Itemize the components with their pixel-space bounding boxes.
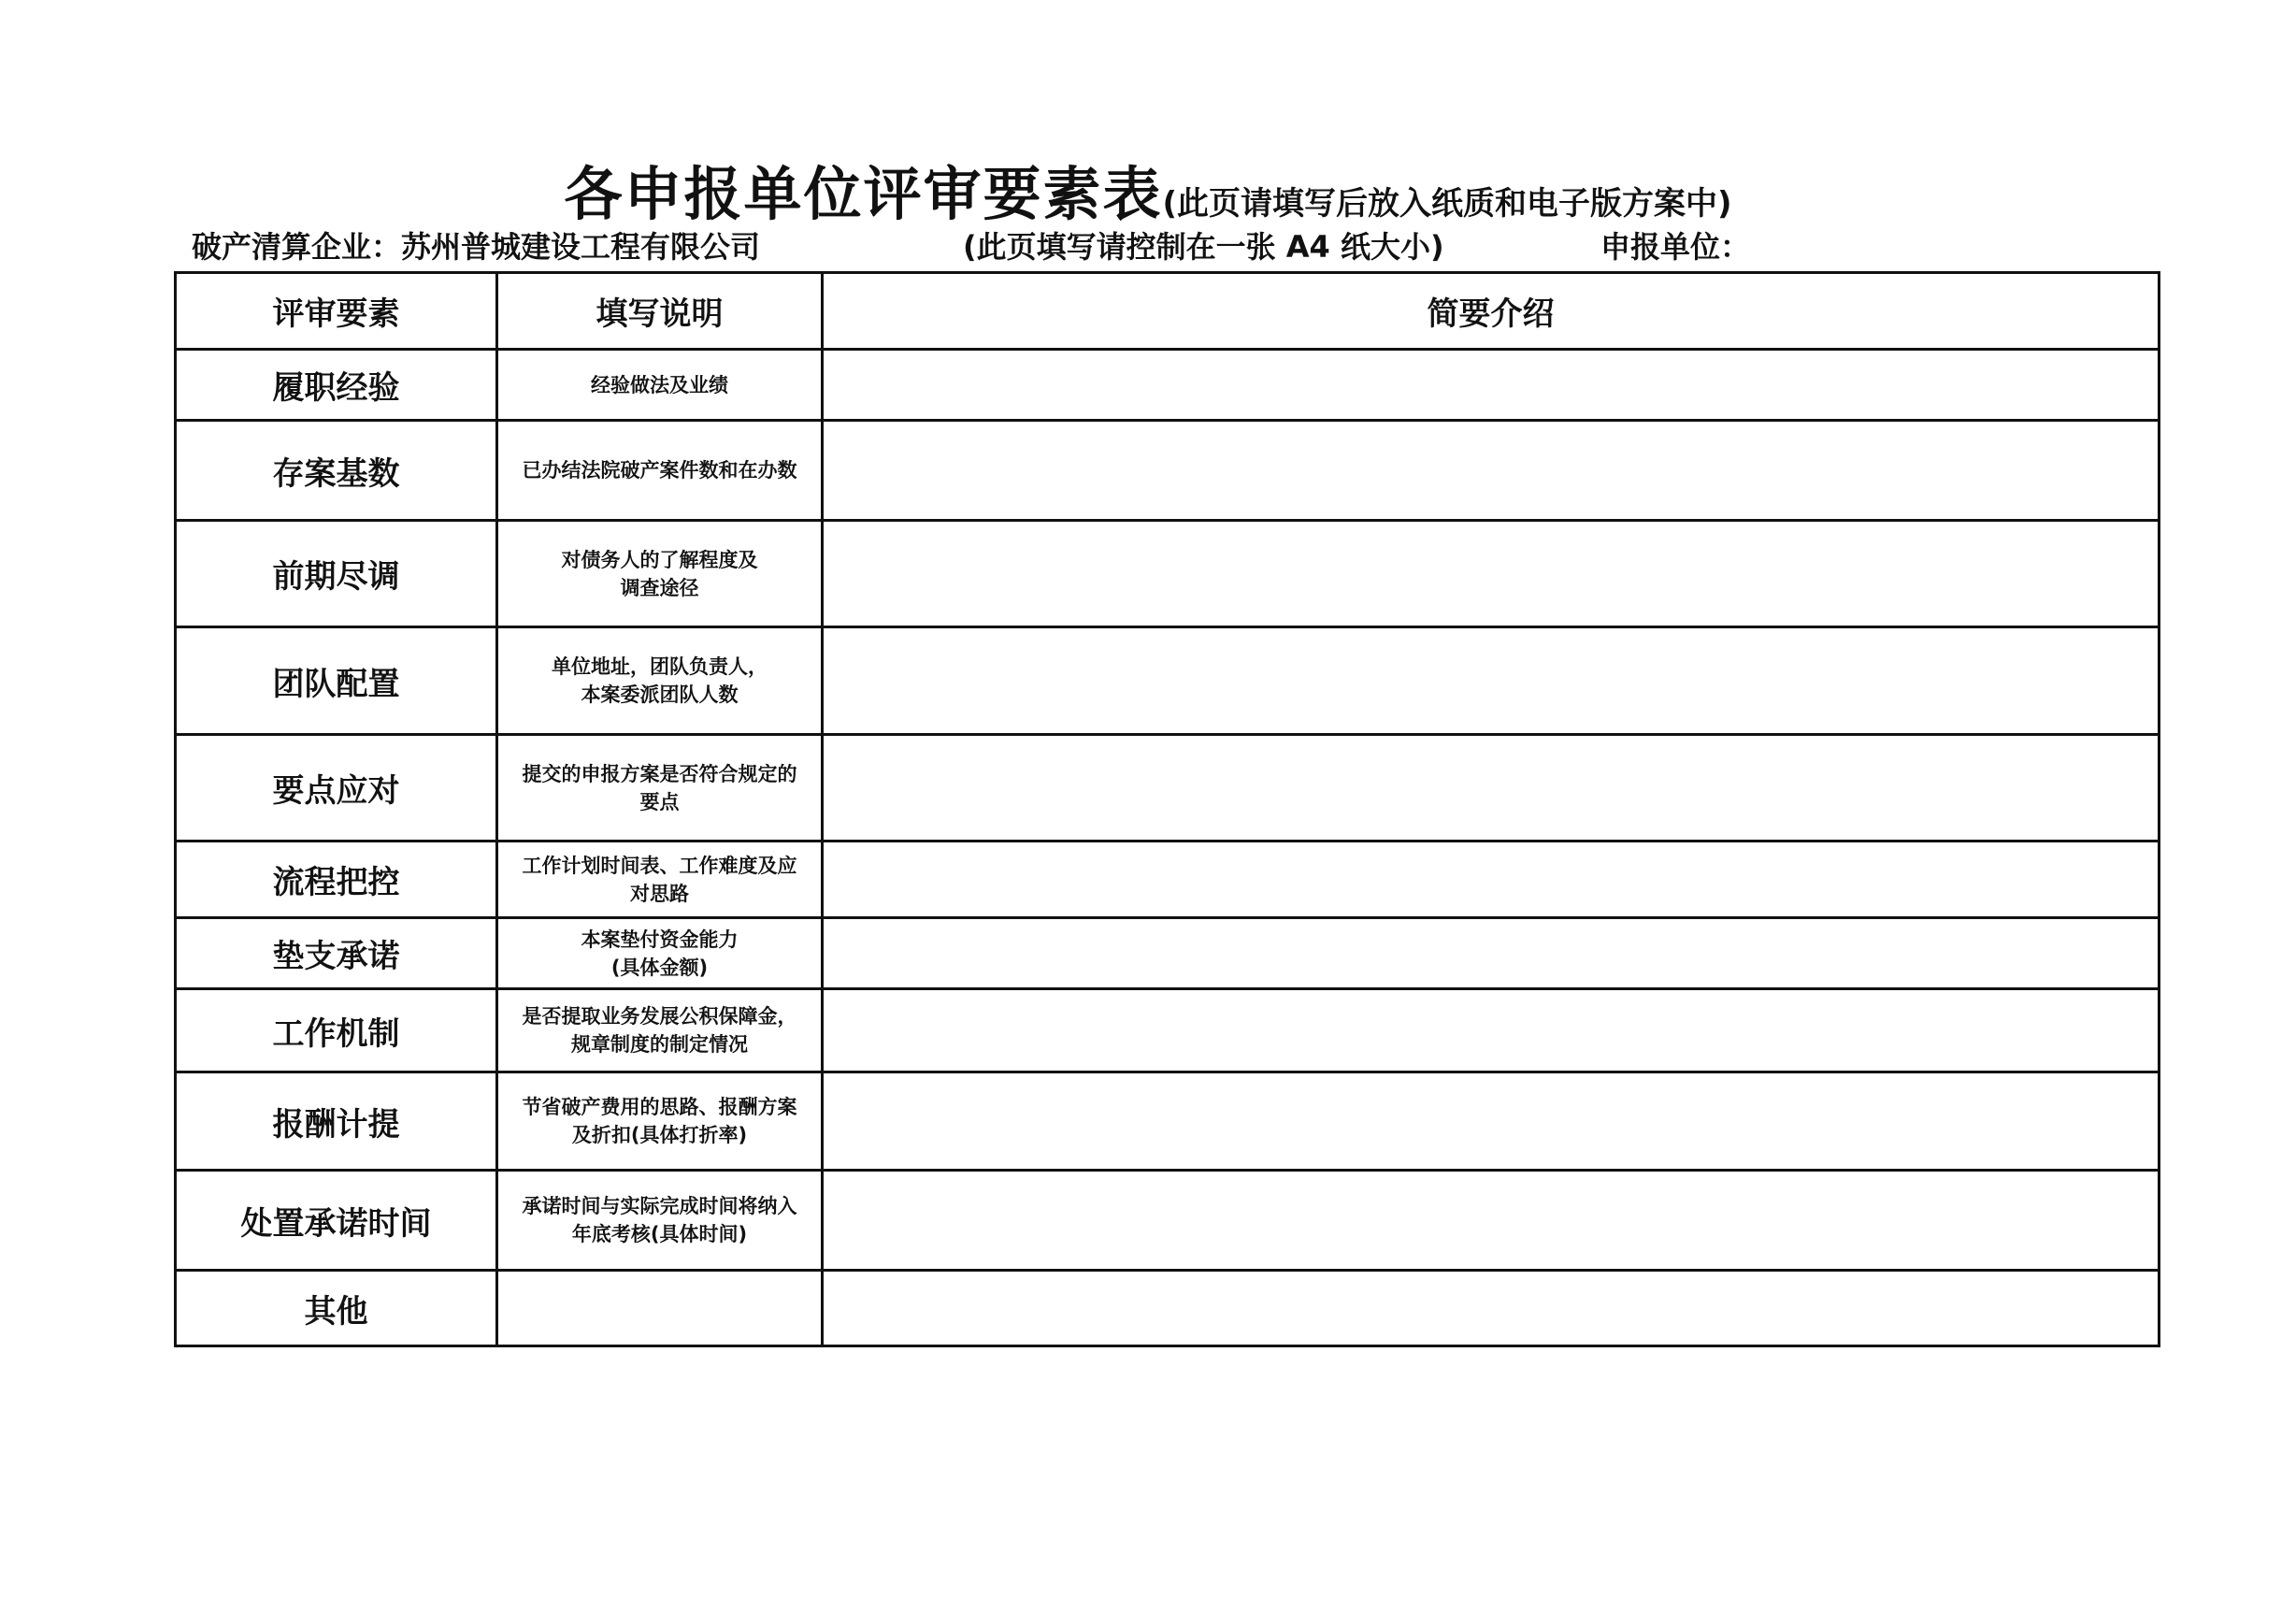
- instruction-cell: [497, 627, 823, 735]
- instruction-cell: [497, 421, 823, 521]
- intro-field[interactable]: [823, 842, 2160, 918]
- element-label: 其他: [176, 1271, 497, 1346]
- instruction-cell: [497, 735, 823, 842]
- evaluation-table: [174, 271, 2160, 1347]
- table-row: [176, 521, 2160, 627]
- instruction-line: 工作计划时间表、工作难度及应: [522, 854, 797, 877]
- header-instructions: 填写说明: [497, 273, 823, 350]
- size-note: (此页填写请控制在一张 A4 纸大小): [963, 229, 1444, 265]
- intro-field[interactable]: [823, 421, 2160, 521]
- intro-field[interactable]: [823, 1072, 2160, 1171]
- instruction-cell: [497, 989, 823, 1072]
- company-line: 破产清算企业：苏州普城建设工程有限公司: [192, 229, 761, 265]
- instruction-line: 调查途径: [620, 576, 699, 599]
- table-row: [176, 918, 2160, 989]
- instruction-line: 对思路: [630, 882, 689, 905]
- instruction-line: 单位地址，团队负责人，: [552, 655, 768, 678]
- page-title: [0, 148, 2296, 231]
- intro-field[interactable]: [823, 521, 2160, 627]
- instruction-line: 及折扣(具体打折率): [571, 1124, 748, 1146]
- table-row: [176, 735, 2160, 842]
- table-row: [176, 350, 2160, 421]
- instruction-line: 要点: [639, 790, 680, 813]
- instruction-cell: [497, 918, 823, 989]
- table-header-row: [176, 273, 2160, 350]
- instruction-line: 提交的申报方案是否符合规定的: [522, 762, 797, 785]
- title-note: (此页请填写后放入纸质和电子版方案中): [1162, 185, 1732, 223]
- instruction-cell: [497, 842, 823, 918]
- table-row: [176, 421, 2160, 521]
- element-label: 前期尽调: [176, 521, 497, 627]
- intro-field[interactable]: [823, 918, 2160, 989]
- element-label: 存案基数: [176, 421, 497, 521]
- intro-field[interactable]: [823, 1171, 2160, 1271]
- instruction-cell: [497, 1271, 823, 1346]
- header-brief-intro: 简要介绍: [823, 273, 2160, 350]
- element-label: 要点应对: [176, 735, 497, 842]
- element-label: 工作机制: [176, 989, 497, 1072]
- applicant-label: 申报单位：: [1600, 229, 1751, 265]
- instruction-cell: [497, 1072, 823, 1171]
- table-row: [176, 1171, 2160, 1271]
- table-row: [176, 1271, 2160, 1346]
- instruction-line: 是否提取业务发展公积保障金，: [522, 1005, 797, 1028]
- element-label: 团队配置: [176, 627, 497, 735]
- table-row: [176, 989, 2160, 1072]
- instruction-line: 对债务人的了解程度及: [561, 548, 758, 571]
- instruction-cell: [497, 350, 823, 421]
- instruction-line: 本案委派团队人数: [581, 683, 739, 706]
- instruction-cell: [497, 1171, 823, 1271]
- element-label: 履职经验: [176, 350, 497, 421]
- element-label: 垫支承诺: [176, 918, 497, 989]
- instruction-line: 承诺时间与实际完成时间将纳入: [522, 1195, 797, 1217]
- intro-field[interactable]: [823, 627, 2160, 735]
- instruction-line: 规章制度的制定情况: [571, 1033, 748, 1056]
- instruction-line: 已办结法院破产案件数和在办数: [522, 459, 797, 482]
- instruction-line: 节省破产费用的思路、报酬方案: [522, 1096, 797, 1118]
- intro-field[interactable]: [823, 989, 2160, 1072]
- header-element: 评审要素: [176, 273, 497, 350]
- title-main: 各申报单位评审要素表: [564, 160, 1163, 228]
- table-row: [176, 1072, 2160, 1171]
- element-label: 报酬计提: [176, 1072, 497, 1171]
- instruction-line: (具体金额): [610, 956, 709, 979]
- intro-field[interactable]: [823, 1271, 2160, 1346]
- intro-field[interactable]: [823, 350, 2160, 421]
- element-label: 流程把控: [176, 842, 497, 918]
- intro-field[interactable]: [823, 735, 2160, 842]
- element-label: 处置承诺时间: [176, 1171, 497, 1271]
- instruction-line: 本案垫付资金能力: [581, 928, 739, 951]
- instruction-line: 年底考核(具体时间): [571, 1223, 748, 1245]
- instruction-line: 经验做法及业绩: [591, 373, 728, 396]
- table-row: [176, 842, 2160, 918]
- instruction-cell: [497, 521, 823, 627]
- table-row: [176, 627, 2160, 735]
